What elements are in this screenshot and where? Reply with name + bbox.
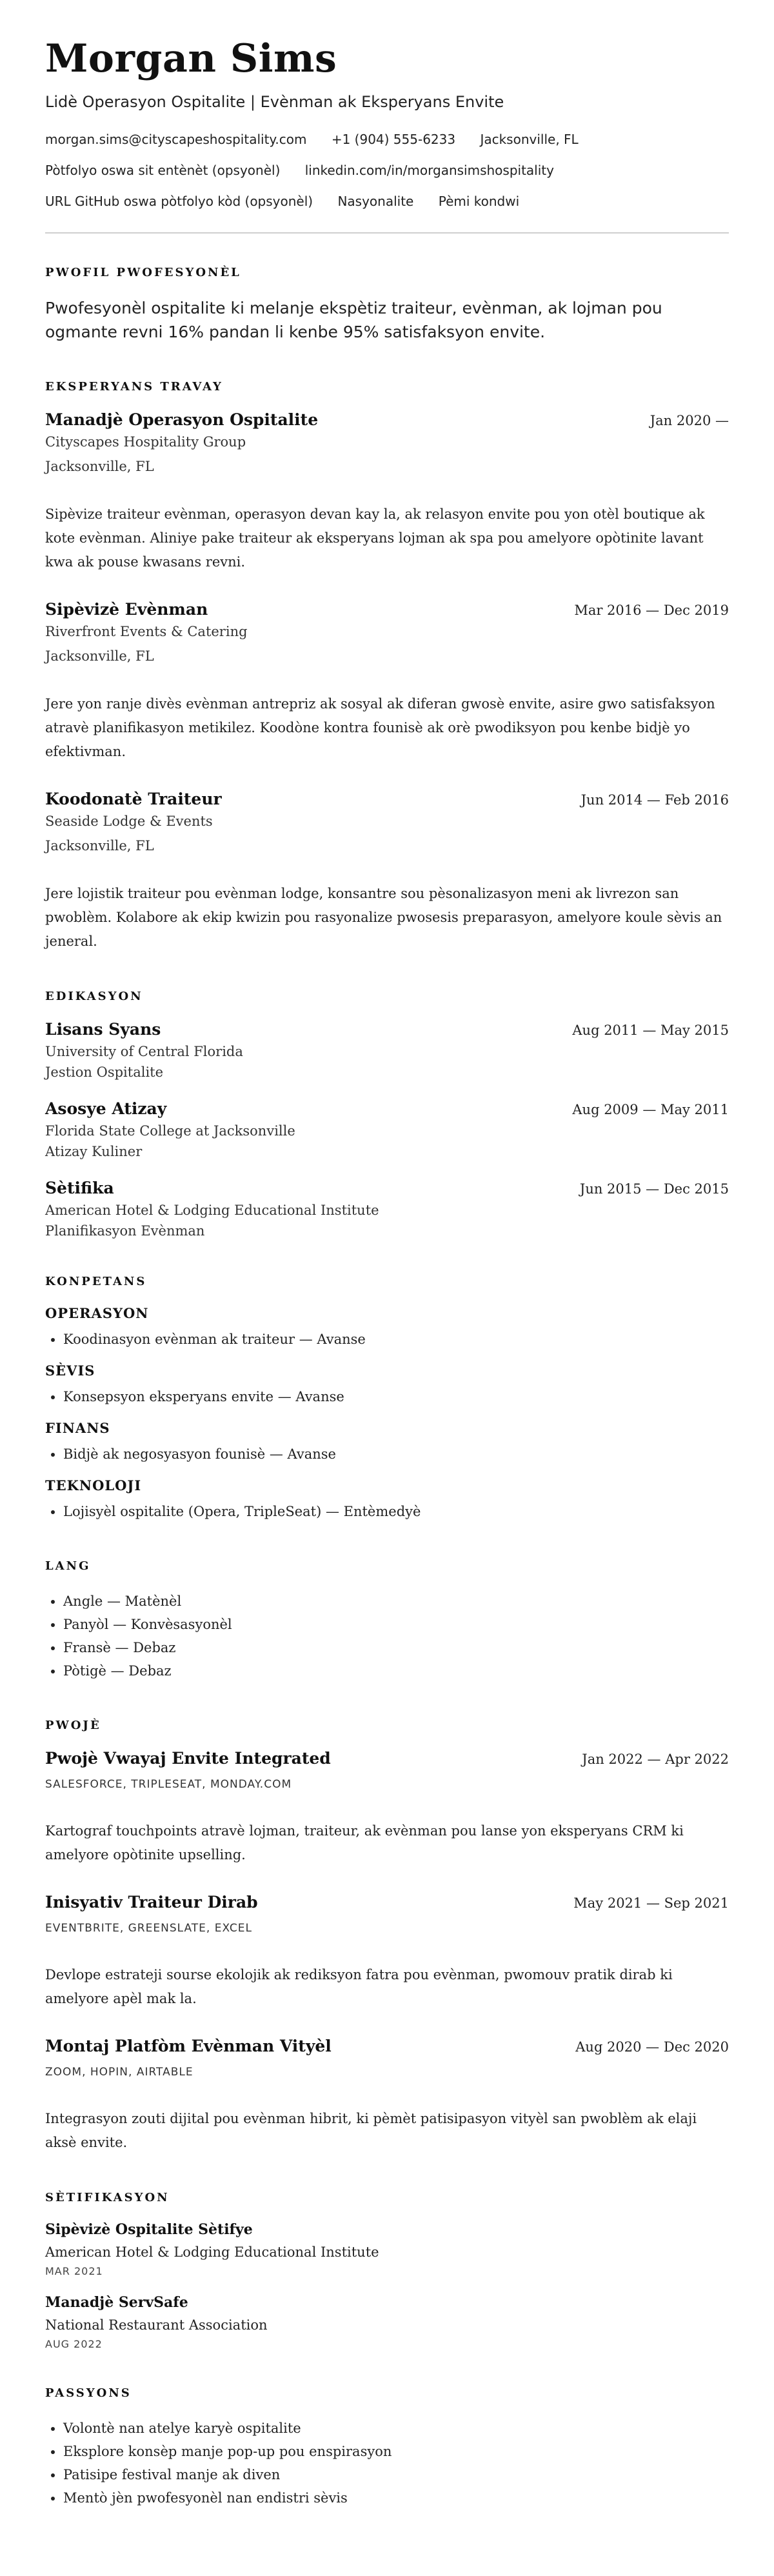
location-text: Jacksonville, FL bbox=[480, 132, 579, 147]
interest-item: • Mentò jèn pwofesyonèl nan endistri sèvis bbox=[63, 2486, 729, 2510]
field-of-study: Jestion Ospitalite bbox=[45, 1064, 164, 1080]
certification-entry bbox=[45, 2221, 729, 2277]
project-entry bbox=[45, 1749, 729, 1867]
skill-category: OPERASYON bbox=[45, 1305, 149, 1321]
job-title: Sipèvizè Evènman bbox=[45, 600, 208, 619]
job-date: Jun 2014 — Feb 2016 bbox=[580, 792, 729, 808]
education-date: Aug 2009 — May 2011 bbox=[572, 1102, 729, 1117]
education-entry bbox=[45, 1099, 729, 1159]
job-description: Sipèvize traiteur evènman, operasyon devan kay la, ak relasyon envite pou yon otèl boutique ak kote evènman. Aliniye pake traiteur ak eksperyans lojman ak spa pou amelyore opòtinite lavant kwa ak pouse kwasans revni. bbox=[45, 506, 705, 570]
school-name: University of Central Florida bbox=[45, 1044, 243, 1059]
job-title: Koodonatè Traiteur bbox=[45, 790, 222, 808]
license-text: Pèmi kondwi bbox=[438, 194, 520, 209]
language-item: • Fransè — Debaz bbox=[63, 1636, 729, 1659]
education-date: Aug 2011 — May 2015 bbox=[572, 1023, 729, 1038]
project-date: Aug 2020 — Dec 2020 bbox=[575, 2039, 729, 2055]
interest-item: • Eksplore konsèp manje pop-up pou enspirasyon bbox=[63, 2440, 729, 2463]
section-title-certifications: SÈTIFIKASYON bbox=[45, 2191, 170, 2204]
degree-title: Asosye Atizay bbox=[45, 1099, 167, 1118]
contact-row-primary bbox=[45, 132, 729, 147]
job-company: Cityscapes Hospitality Group bbox=[45, 434, 246, 450]
section-title-skills: KONPETANS bbox=[45, 1275, 147, 1288]
project-description: Devlope estrateji sourse ekolojik ak rediksyon fatra pou evènman, pwomouv pratik dirab ki amelyore apèl mak la. bbox=[45, 1967, 673, 2006]
project-title: Pwojè Vwayaj Envite Integrated bbox=[45, 1749, 331, 1768]
portfolio-link[interactable]: Pòtfolyo oswa sit entènèt (opsyonèl) bbox=[45, 163, 281, 178]
contact-row-extra bbox=[45, 194, 729, 209]
education-date: Jun 2015 — Dec 2015 bbox=[579, 1181, 729, 1197]
job-description: Jere yon ranje divès evènman antrepriz ak sosyal ak diferan gwosè envite, asire gwo satisfaksyon atravè planifikasyon metikilez. Koodòne kontra founisè ak orè pwodiksyon pou kenbe bidjè yo efektivman. bbox=[45, 696, 715, 759]
candidate-name: Morgan Sims bbox=[45, 36, 337, 81]
job-company: Seaside Lodge & Events bbox=[45, 814, 213, 829]
field-of-study: Atizay Kuliner bbox=[45, 1144, 143, 1159]
experience-section bbox=[45, 380, 729, 954]
certifications-section bbox=[45, 2191, 729, 2350]
job-description: Jere lojistik traiteur pou evènman lodge, konsantre sou pèsonalizasyon meni ak livrezon san pwoblèm. Kolabore ak ekip kwizin pou rasyonalize pwosesis preparasyon, amelyore koule sèvis an jeneral. bbox=[45, 886, 722, 949]
skill-item: • Bidjè ak negosyasyon founisè — Avanse bbox=[63, 1443, 729, 1466]
project-entry bbox=[45, 1893, 729, 2011]
education-entry bbox=[45, 1179, 729, 1239]
interest-item: • Volontè nan atelye karyè ospitalite bbox=[63, 2417, 729, 2440]
certification-org: National Restaurant Association bbox=[45, 2317, 268, 2333]
project-title: Montaj Platfòm Evènman Vityèl bbox=[45, 2037, 332, 2055]
field-of-study: Planifikasyon Evènman bbox=[45, 1223, 205, 1239]
certification-org: American Hotel & Lodging Educational Institute bbox=[45, 2244, 379, 2260]
job-entry bbox=[45, 600, 729, 764]
language-item: • Pòtigè — Debaz bbox=[63, 1659, 729, 1682]
project-tech: ZOOM, HOPIN, AIRTABLE bbox=[45, 2066, 194, 2079]
job-date: Mar 2016 — Dec 2019 bbox=[574, 603, 729, 618]
interests-section bbox=[45, 2386, 729, 2510]
project-tech: SALESFORCE, TRIPLESEAT, MONDAY.COM bbox=[45, 1778, 292, 1791]
section-title-profile: PWOFIL PWOFESYONÈL bbox=[45, 266, 241, 279]
skill-group bbox=[45, 1305, 729, 1351]
skill-group bbox=[45, 1363, 729, 1408]
job-company: Riverfront Events & Catering bbox=[45, 624, 248, 639]
project-date: May 2021 — Sep 2021 bbox=[573, 1895, 729, 1911]
language-item: • Angle — Matènèl bbox=[63, 1590, 729, 1613]
degree-title: Lisans Syans bbox=[45, 1020, 161, 1039]
skill-category: TEKNOLOJI bbox=[45, 1477, 142, 1493]
skill-group bbox=[45, 1477, 729, 1523]
section-title-languages: LANG bbox=[45, 1559, 91, 1573]
education-entry bbox=[45, 1020, 729, 1080]
skill-category: FINANS bbox=[45, 1420, 110, 1436]
school-name: American Hotel & Lodging Educational Institute bbox=[45, 1203, 379, 1218]
headline: Lidè Operasyon Ospitalite | Evènman ak Eksperyans Envite bbox=[45, 93, 504, 111]
profile-section bbox=[45, 266, 729, 344]
contact-row-links bbox=[45, 163, 729, 178]
skill-category: SÈVIS bbox=[45, 1363, 95, 1379]
certification-title: Manadjè ServSafe bbox=[45, 2294, 188, 2311]
certification-title: Sipèvizè Ospitalite Sètifye bbox=[45, 2221, 253, 2238]
interest-item: • Patisipe festival manje ak diven bbox=[63, 2463, 729, 2486]
certification-date: MAR 2021 bbox=[45, 2265, 103, 2277]
profile-summary: Pwofesyonèl ospitalite ki melanje ekspètiz traiteur, evènman, ak lojman pou ogmante revni 16% pandan li kenbe 95% satisfaksyon envite. bbox=[45, 299, 662, 341]
project-title: Inisyativ Traiteur Dirab bbox=[45, 1893, 258, 1912]
skill-group bbox=[45, 1420, 729, 1466]
section-title-interests: PASSYONS bbox=[45, 2386, 132, 2400]
skill-item: • Lojisyèl ospitalite (Opera, TripleSeat) — Entèmedyè bbox=[63, 1500, 729, 1523]
degree-title: Sètifika bbox=[45, 1179, 114, 1197]
email-link[interactable]: morgan.sims@cityscapeshospitality.com bbox=[45, 132, 307, 147]
project-tech: EVENTBRITE, GREENSLATE, EXCEL bbox=[45, 1922, 252, 1935]
job-entry bbox=[45, 790, 729, 954]
job-location: Jacksonville, FL bbox=[45, 459, 154, 474]
job-location: Jacksonville, FL bbox=[45, 838, 154, 854]
skill-item: • Konsepsyon eksperyans envite — Avanse bbox=[63, 1385, 729, 1408]
job-date: Jan 2020 — bbox=[650, 413, 729, 428]
language-item: • Panyòl — Konvèsasyonèl bbox=[63, 1613, 729, 1636]
project-description: Integrasyon zouti dijital pou evènman hibrit, ki pèmèt patisipasyon vityèl san pwoblèm ak elaji aksè envite. bbox=[45, 2111, 697, 2150]
certification-entry bbox=[45, 2294, 729, 2350]
section-title-experience: EKSPERYANS TRAVAY bbox=[45, 380, 223, 394]
job-entry bbox=[45, 410, 729, 574]
nationality-text: Nasyonalite bbox=[337, 194, 414, 209]
skills-section bbox=[45, 1275, 729, 1523]
section-title-education: EDIKASYON bbox=[45, 990, 143, 1003]
job-title: Manadjè Operasyon Ospitalite bbox=[45, 410, 319, 429]
certification-date: AUG 2022 bbox=[45, 2338, 103, 2350]
education-section bbox=[45, 990, 729, 1239]
phone-text: +1 (904) 555-6233 bbox=[331, 132, 456, 147]
project-entry bbox=[45, 2037, 729, 2155]
languages-section bbox=[45, 1559, 729, 1682]
project-description: Kartograf touchpoints atravè lojman, traiteur, ak evènman pou lanse yon eksperyans CRM ki amelyore opòtinite upselling. bbox=[45, 1823, 684, 1862]
linkedin-link[interactable]: linkedin.com/in/morgansimshospitality bbox=[304, 163, 554, 178]
header-divider bbox=[45, 232, 729, 234]
school-name: Florida State College at Jacksonville bbox=[45, 1123, 295, 1139]
job-location: Jacksonville, FL bbox=[45, 648, 154, 664]
projects-section bbox=[45, 1719, 729, 2155]
github-link[interactable]: URL GitHub oswa pòtfolyo kòd (opsyonèl) bbox=[45, 194, 313, 209]
resume-header bbox=[45, 36, 729, 209]
section-title-projects: PWOJÈ bbox=[45, 1719, 101, 1732]
project-date: Jan 2022 — Apr 2022 bbox=[582, 1752, 729, 1767]
skill-item: • Koodinasyon evènman ak traiteur — Avanse bbox=[63, 1328, 729, 1351]
